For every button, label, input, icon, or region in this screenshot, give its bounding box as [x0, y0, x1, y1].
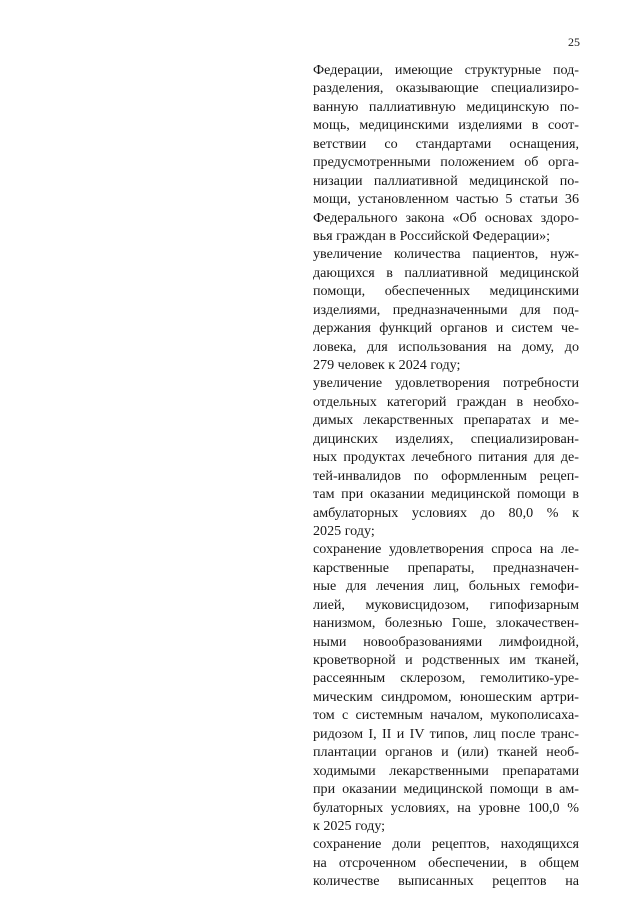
- text-line: разделения, оказывающие специализиро-: [313, 80, 579, 97]
- text-line: помощи, обеспеченных медицинскими: [313, 283, 579, 300]
- text-line: сохранение доли рецептов, находящихся: [313, 836, 579, 853]
- text-line: карственные препараты, предназначен-: [313, 559, 579, 576]
- text-line: там при оказании медицинской помощи в: [313, 486, 579, 503]
- text-line: кроветворной и родственных им тканей,: [313, 652, 579, 668]
- text-line: вья граждан в Российской Федерации»;: [313, 227, 551, 244]
- text-line: дающихся в паллиативной медицинской: [313, 264, 579, 281]
- text-line: на отсроченном обеспечении, в общем: [313, 854, 579, 871]
- text-line: количестве выписанных рецептов на: [313, 873, 579, 890]
- text-line: Федерации, имеющие структурные под-: [313, 62, 579, 78]
- text-line: ных продуктах лечебного питания для де-: [313, 449, 579, 466]
- text-line: увеличение количества пациентов, нуж-: [313, 246, 579, 263]
- text-line: при оказании медицинской помощи в ам-: [313, 781, 579, 798]
- text-line: держания функций органов и систем че-: [313, 320, 579, 337]
- text-line: тей-инвалидов по оформленным рецеп-: [313, 467, 579, 484]
- text-line: ловека, для использования на дому, до: [313, 338, 579, 355]
- text-line: ные для лечения лиц, больных гемофи-: [313, 578, 579, 595]
- text-line: 279 человек к 2024 году;: [313, 357, 461, 373]
- text-line: димых лекарственных препаратах и ме-: [313, 412, 579, 429]
- text-line: 2025 году;: [313, 522, 375, 539]
- text-line: ветствии со стандартами оснащения,: [313, 135, 579, 152]
- text-line: амбулаторных условиях до 80,0 % к: [313, 504, 579, 521]
- text-line: сохранение удовлетворения спроса на ле-: [313, 541, 579, 558]
- text-line: том с системным началом, мукополисаха-: [313, 707, 579, 724]
- text-line: ванную паллиативную медицинскую по-: [313, 98, 579, 115]
- text-line: ными новообразованиями лимфоидной,: [313, 633, 579, 650]
- text-line: мическим синдромом, юношеским артри-: [313, 688, 579, 705]
- text-line: увеличение удовлетворения потребности: [313, 375, 579, 392]
- text-line: дицинских изделиях, специализирован-: [313, 430, 579, 447]
- text-line: булаторных условиях, на уровне 100,0 %: [313, 799, 579, 816]
- text-line: низации паллиативной медицинской по-: [313, 172, 579, 189]
- text-line: плантации органов и (или) тканей необ-: [313, 744, 579, 761]
- text-line: мощи, установленном частью 5 статьи 36: [313, 191, 579, 208]
- text-line: изделиями, предназначенными для под-: [313, 301, 579, 318]
- text-line: Федерального закона «Об основах здоро-: [313, 209, 579, 226]
- text-line: к 2025 году;: [313, 817, 386, 834]
- text-line: ридозом I, II и IV типов, лиц после транс-: [313, 725, 579, 742]
- text-line: мощь, медицинскими изделиями в соот-: [313, 117, 579, 134]
- text-line: отдельных категорий граждан в необхо-: [313, 393, 579, 410]
- page-number: 25: [568, 35, 580, 49]
- text-column: [313, 61, 579, 891]
- text-line: лией, муковисцидозом, гипофизарным: [313, 596, 579, 613]
- text-line: нанизмом, болезнью Гоше, злокачествен-: [313, 615, 579, 632]
- text-line: ходимыми лекарственными препаратами: [313, 762, 579, 779]
- text-line: рассеянным склерозом, гемолитико-уре-: [313, 670, 579, 687]
- text-line: предусмотренными положением об орга-: [313, 154, 579, 171]
